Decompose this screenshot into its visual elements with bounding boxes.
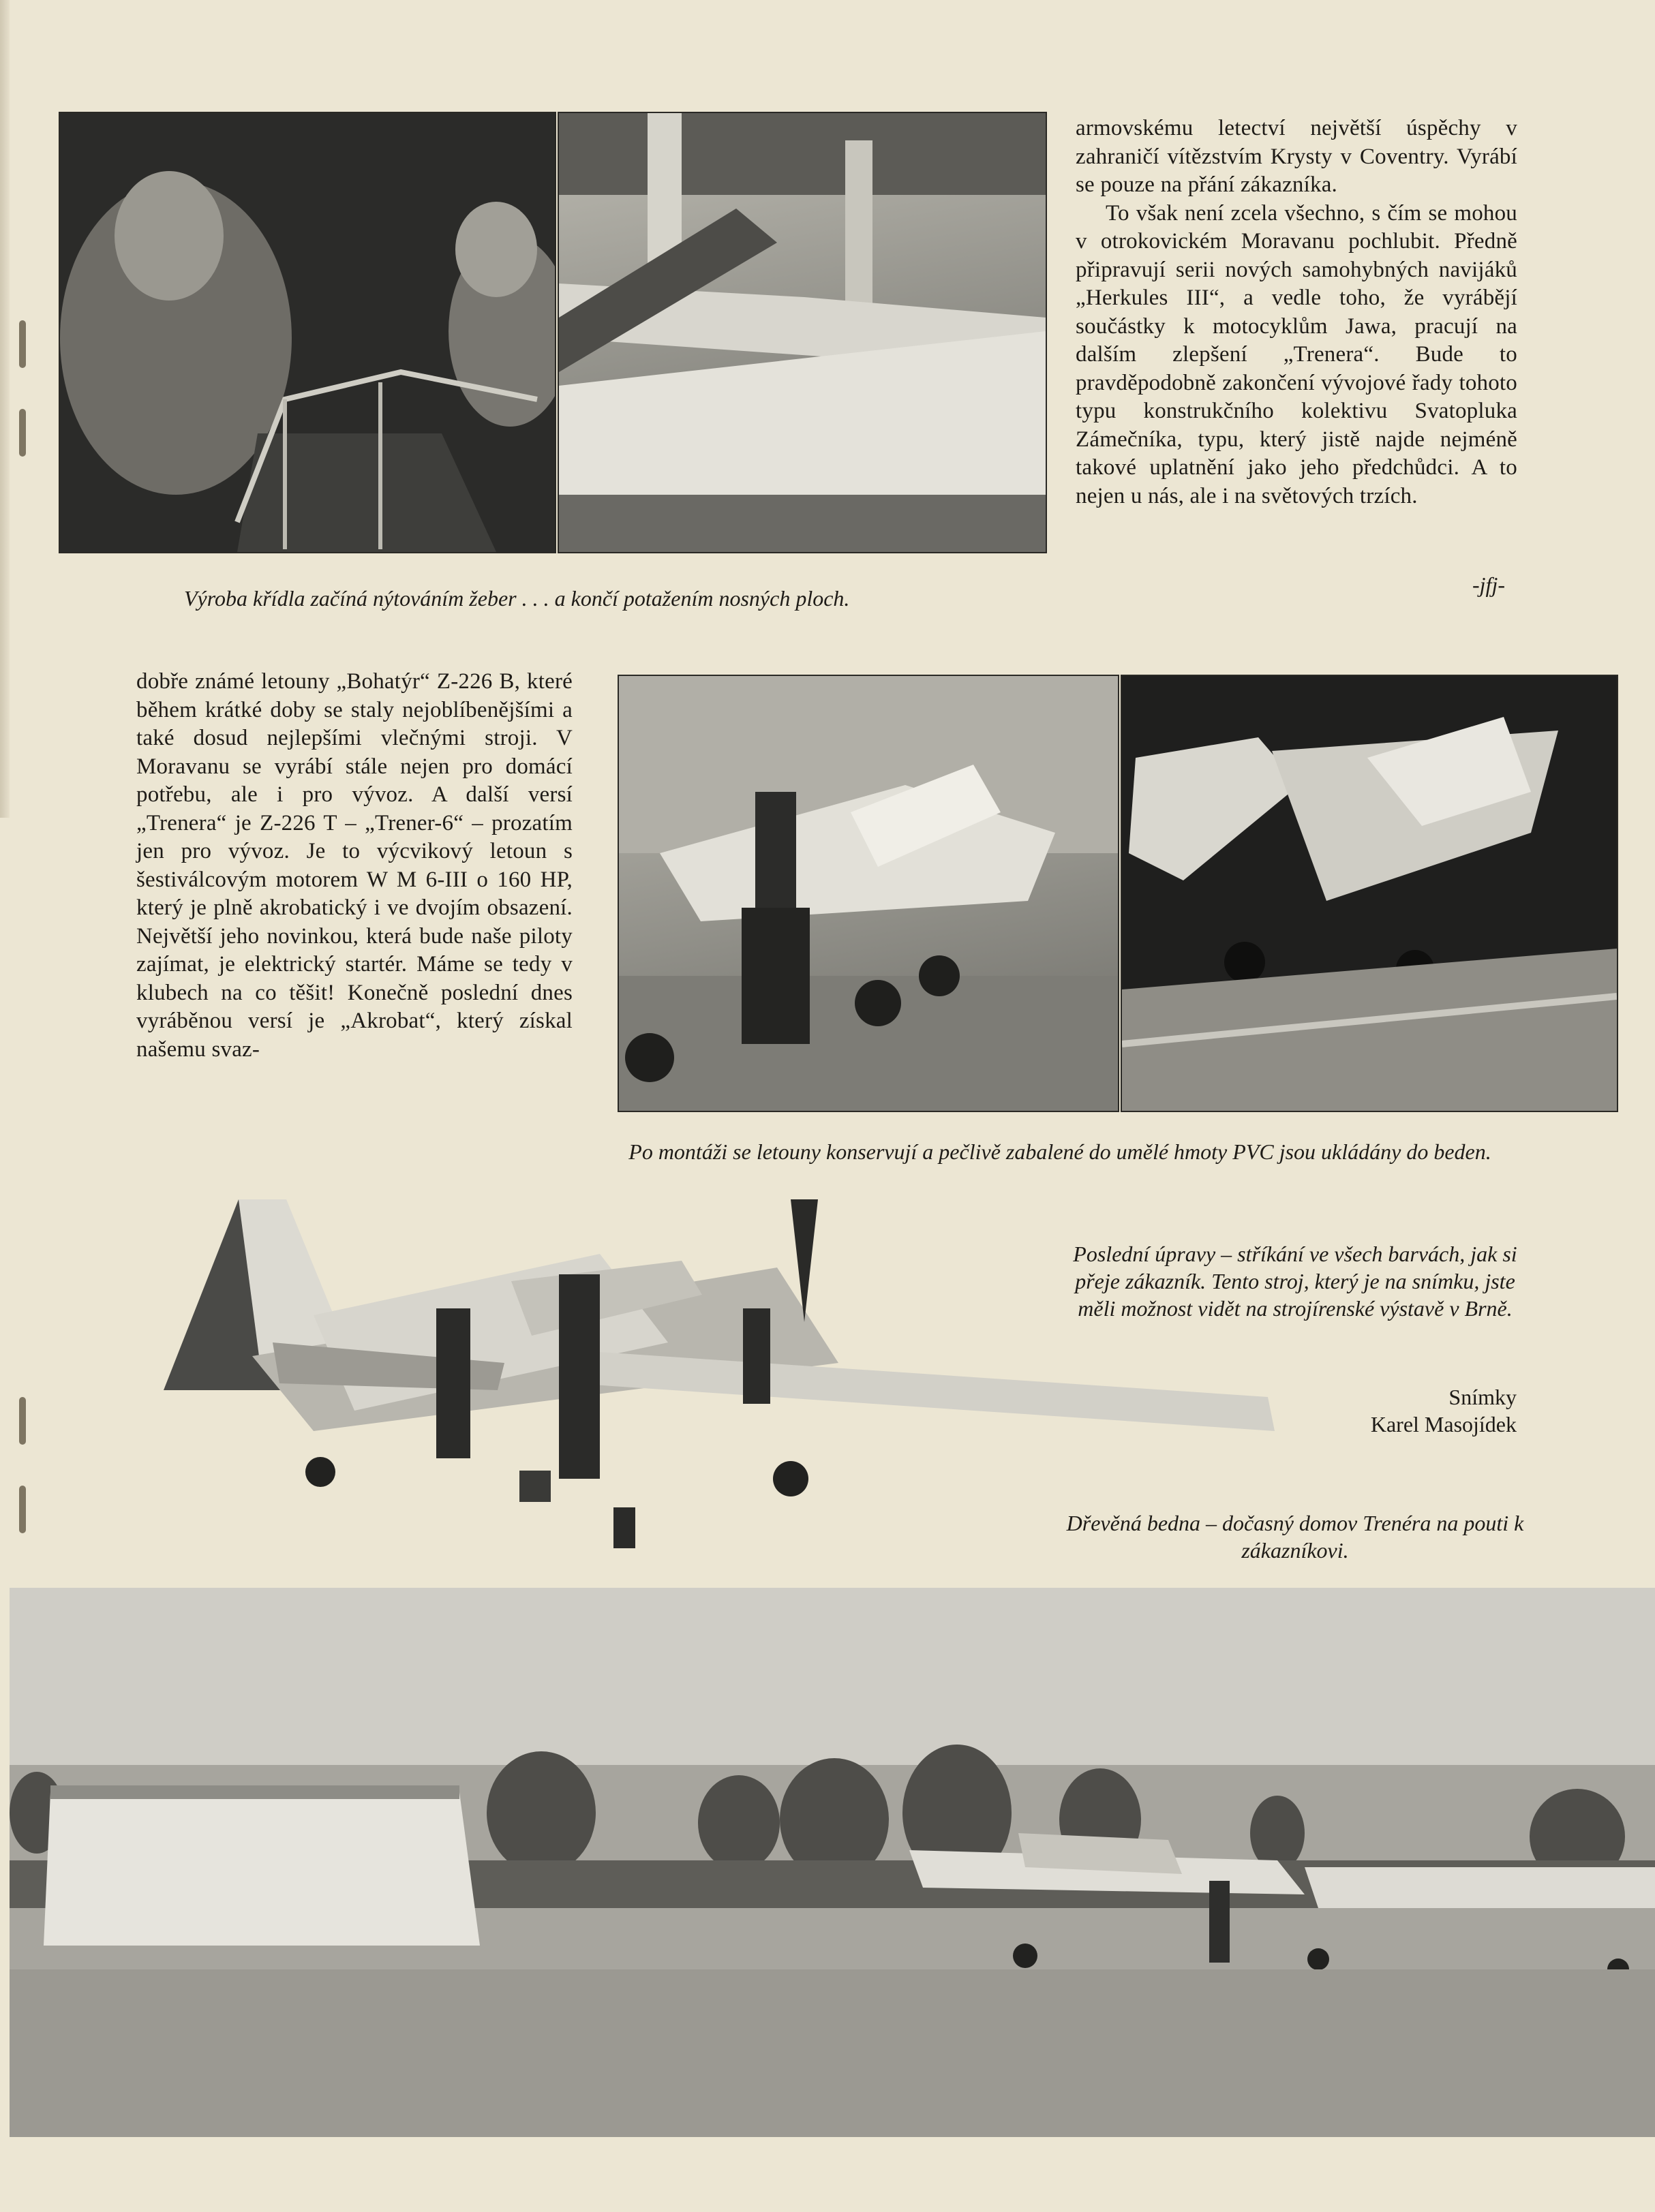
- binding-hole: [19, 409, 26, 457]
- page-edge: [0, 0, 10, 818]
- credit-label: Snímky: [1448, 1385, 1517, 1409]
- paragraph: armovskému letectví největší úspěchy v zahraničí vítězstvím Krysty v Coventry. Vyrábí se pouze na přání zákazníka.: [1076, 116, 1517, 197]
- photo-wing-covering: [558, 112, 1047, 553]
- photo-airfield-crate: [10, 1588, 1655, 2137]
- photo-credit: [1281, 1383, 1517, 1438]
- photo-wing-riveting: [59, 112, 556, 553]
- left-text-column: [136, 668, 573, 1064]
- caption-wing-production: Výroba křídla začíná nýtováním žeber . . . a končí potažením nosných ploch.: [184, 586, 850, 611]
- binding-hole: [19, 1397, 26, 1445]
- paragraph: To však není zcela všechno, s čím se mohou v otrokovickém Moravanu pochlubit. Předně připravují serii nových samohybných navijáků „Herkules III“, a vedle toho, že vyrábějí součástky k motocyklům Jawa, pracují na dalším zlepšení „Trenera“. Bude to pravděpodobně zakončení vývojové řady tohoto typu konstrukčního kolektivu Svatopluka Zámečníka, typu, který jistě najde nejméně takové uplatnění jako jeho předchůdci. A to nejen u nás, ale i na světových trzích.: [1076, 200, 1517, 508]
- paragraph: dobře známé letouny „Bohatýr“ Z-226 B, které během krátké doby se staly nejoblíbenějšími a také dosud nejlepšími vlečnými stroji. V Moravanu se vyrábí stále nejen pro domácí potřebu, ale i pro vývoz. A další versí „Trenera“ je Z-226 T – „Trener-6“ – prozatím jen pro vývoz. Je to výcvikový letoun s šestiválcovým motorem W M 6-III o 160 HP, který je plně akrobatický i ve dvojím obsazení. Největší jeho novinkou, která bude naše piloty zajímat, je elektrický startér. Máme se tedy v klubech na co těšit! Konečně poslední dnes vyráběnou versí je „Akrobat“, který získal našemu svaz-: [136, 669, 573, 1062]
- binding-hole: [19, 1486, 26, 1533]
- caption-packing: Po montáži se letouny konservují a pečlivě zabalené do umělé hmoty PVC jsou ukládány do beden.: [628, 1139, 1491, 1164]
- caption-final-adjustments: Poslední úpravy – stříkání ve všech barvách, jak si přeje zákazník. Tento stroj, který je na snímku, jste měli možnost vidět na strojírenské výstavě v Brně.: [1073, 1242, 1517, 1321]
- photo-aircraft-wrapped: [1121, 675, 1618, 1112]
- photo-aircraft-assembly: [618, 675, 1119, 1112]
- top-right-text-column: [1076, 114, 1517, 510]
- credit-photographer: Karel Masojídek: [1370, 1412, 1517, 1437]
- caption-wooden-crate: Dřevěná bedna – dočasný domov Trenéra na pouti k zákazníkovi.: [1066, 1511, 1524, 1563]
- binding-hole: [19, 320, 26, 368]
- author-signature: -jfj-: [1472, 572, 1505, 597]
